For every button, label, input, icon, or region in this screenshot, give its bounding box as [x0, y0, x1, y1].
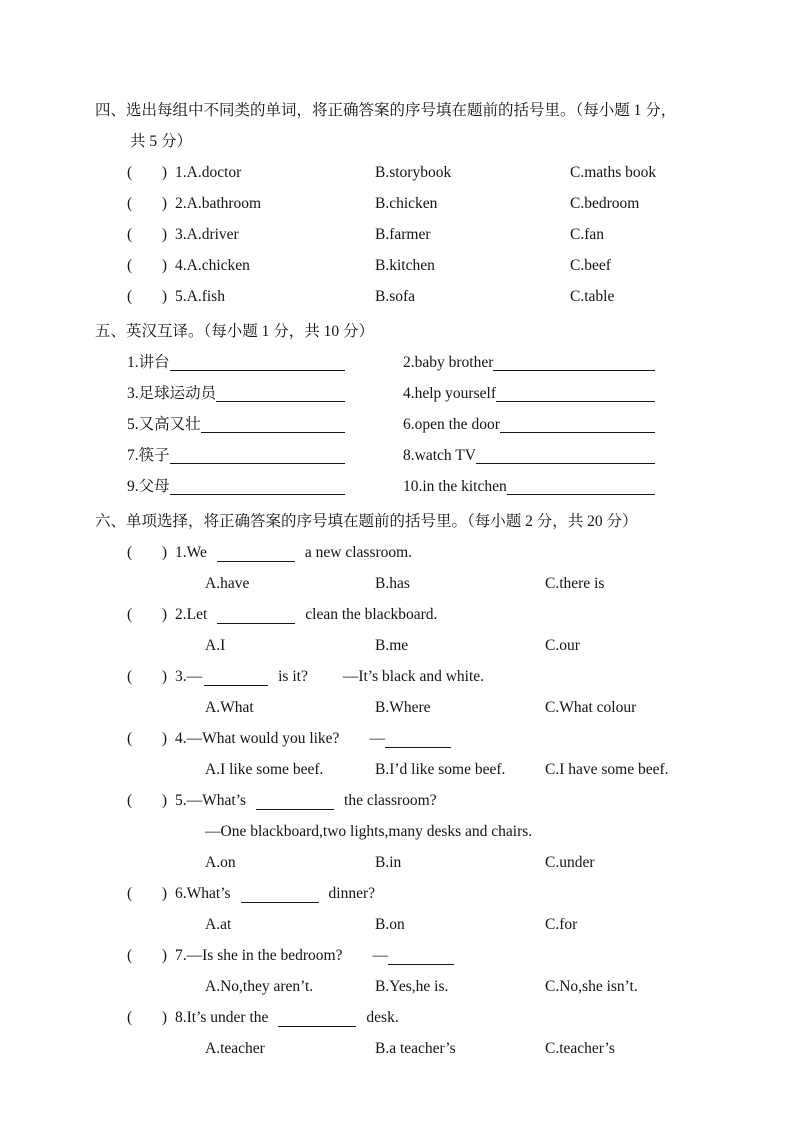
option-b: B.I’d like some beef. [375, 761, 506, 778]
stem-post: is it? [278, 668, 308, 685]
section4-question-row [95, 219, 733, 250]
options-row [95, 692, 733, 723]
stem-text [175, 1002, 733, 1033]
paren-open: ( [127, 1009, 133, 1026]
option-a: A.I like some beef. [205, 761, 324, 778]
option-a: 5.A.fish [175, 288, 225, 305]
option-b: B.chicken [375, 195, 438, 212]
section5-row [95, 440, 733, 471]
translation-item [127, 440, 345, 471]
section5-row [95, 409, 733, 440]
stem-post: desk. [366, 1009, 399, 1026]
answer-bracket[interactable] [127, 188, 167, 219]
answer-bracket[interactable] [127, 1002, 167, 1033]
section4-heading-line2 [95, 126, 733, 157]
stem-pre: 6.What’s [175, 885, 231, 902]
section5-heading [95, 316, 733, 347]
option-b: B.storybook [375, 164, 452, 181]
option-c: C.beef [570, 257, 611, 274]
section4-question-row [95, 188, 733, 219]
paren-open: ( [127, 226, 133, 243]
stem-pre: 5.—What’s [175, 792, 247, 809]
answer-bracket[interactable] [127, 157, 167, 188]
option-a: 1.A.doctor [175, 164, 242, 181]
answer-blank[interactable] [170, 347, 345, 371]
section5-row [95, 471, 733, 502]
section4-question-row [95, 250, 733, 281]
options-row [95, 1033, 733, 1064]
answer-blank[interactable] [170, 440, 345, 464]
section4-question-row [95, 281, 733, 312]
option-b: B.Where [375, 699, 431, 716]
paren-open: ( [127, 668, 133, 685]
answer-blank[interactable] [201, 409, 345, 433]
answer-blank[interactable] [217, 607, 295, 624]
question-stem [95, 878, 733, 909]
stem-text [175, 785, 733, 816]
option-a: 3.A.driver [175, 226, 239, 243]
option-c: C.I have some beef. [545, 761, 669, 778]
answer-bracket[interactable] [127, 661, 167, 692]
translation-label: 9.父母 [127, 478, 170, 495]
translation-label: 6.open the door [403, 416, 500, 433]
section6-heading [95, 506, 733, 537]
answer-bracket[interactable] [127, 723, 167, 754]
translation-label: 4.help yourself [403, 385, 496, 402]
translation-label: 2.baby brother [403, 354, 494, 371]
question-stem [95, 537, 733, 568]
options-row [95, 971, 733, 1002]
option-a: A.on [205, 854, 236, 871]
paren-close: ) [161, 885, 167, 902]
translation-item [403, 440, 655, 471]
answer-blank[interactable] [216, 378, 345, 402]
question-stem [95, 785, 733, 816]
answer-bracket[interactable] [127, 599, 167, 630]
translation-item [127, 347, 345, 378]
paren-close: ) [161, 606, 167, 623]
option-b: B.on [375, 916, 405, 933]
options-row [95, 568, 733, 599]
answer-blank[interactable] [278, 1010, 356, 1027]
paren-close: ) [161, 947, 167, 964]
paren-close: ) [161, 288, 167, 305]
stem-post: dinner? [328, 885, 376, 902]
translation-item [403, 471, 655, 502]
answer-blank[interactable] [493, 347, 655, 371]
option-c: C.What colour [545, 699, 637, 716]
answer-blank[interactable] [496, 378, 655, 402]
section4-heading-text2: 共 5 分） [130, 133, 193, 150]
section5-row [95, 347, 733, 378]
stem-post: clean the blackboard. [305, 606, 438, 623]
answer-blank[interactable] [241, 886, 319, 903]
option-c: C.for [545, 916, 578, 933]
translation-label: 10.in the kitchen [403, 478, 507, 495]
stem-post: a new classroom. [304, 544, 413, 561]
option-c: C.there is [545, 575, 605, 592]
stem-pre: 7.—Is she in the bedroom? [175, 947, 343, 964]
stem-pre: 4.—What would you like? [175, 730, 340, 747]
option-b: B.farmer [375, 226, 431, 243]
paren-close: ) [161, 164, 167, 181]
translation-item [127, 378, 345, 409]
answer-blank[interactable] [388, 948, 454, 965]
translation-item [127, 409, 345, 440]
answer-blank[interactable] [500, 409, 655, 433]
paren-close: ) [161, 544, 167, 561]
answer-blank[interactable] [385, 731, 451, 748]
section5-row [95, 378, 733, 409]
translation-item [403, 347, 655, 378]
question-stem [95, 661, 733, 692]
option-c: C.teacher’s [545, 1040, 615, 1057]
paren-open: ( [127, 164, 133, 181]
option-c: C.under [545, 854, 595, 871]
answer-bracket[interactable] [127, 785, 167, 816]
option-a: 2.A.bathroom [175, 195, 262, 212]
options-row [95, 847, 733, 878]
translation-label: 1.讲台 [127, 354, 170, 371]
paren-close: ) [161, 668, 167, 685]
stem-text [175, 661, 733, 692]
reply-dash: — [372, 947, 388, 964]
answer-bracket[interactable] [127, 250, 167, 281]
dialogue-reply-line [95, 816, 733, 847]
option-b: B.in [375, 854, 402, 871]
paren-close: ) [161, 226, 167, 243]
option-b: B.has [375, 575, 410, 592]
translation-item [403, 378, 655, 409]
paren-open: ( [127, 288, 133, 305]
options-row [95, 909, 733, 940]
stem-text [175, 723, 733, 754]
stem-text [175, 878, 733, 909]
answer-bracket[interactable] [127, 281, 167, 312]
paren-open: ( [127, 257, 133, 274]
answer-bracket[interactable] [127, 219, 167, 250]
option-b: B.me [375, 637, 409, 654]
paren-close: ) [161, 792, 167, 809]
stem-pre: 1.We [175, 544, 207, 561]
question-stem [95, 1002, 733, 1033]
answer-blank[interactable] [204, 669, 268, 686]
stem-pre: 2.Let [175, 606, 208, 623]
paren-open: ( [127, 885, 133, 902]
option-a: A.No,they aren’t. [205, 978, 314, 995]
stem-text [175, 599, 733, 630]
section5-heading-text: 五、英汉互译。（每小题 1 分，共 10 分） [95, 323, 375, 340]
paren-open: ( [127, 195, 133, 212]
translation-label: 3.足球运动员 [127, 385, 217, 402]
option-a: A.I [205, 637, 226, 654]
paren-open: ( [127, 606, 133, 623]
option-a: A.at [205, 916, 232, 933]
dialogue-reply: —It’s black and white. [342, 668, 485, 685]
stem-pre: 8.It’s under the [175, 1009, 269, 1026]
translation-label: 7.筷子 [127, 447, 170, 464]
paren-open: ( [127, 730, 133, 747]
stem-text [175, 537, 733, 568]
answer-bracket[interactable] [127, 878, 167, 909]
paren-close: ) [161, 730, 167, 747]
section4-question-row [95, 157, 733, 188]
section4-heading-line1 [95, 95, 733, 126]
option-a: A.teacher [205, 1040, 265, 1057]
answer-blank[interactable] [256, 793, 334, 810]
option-c: C.maths book [570, 164, 657, 181]
option-c: C.bedroom [570, 195, 640, 212]
option-c: C.our [545, 637, 580, 654]
question-stem [95, 940, 733, 971]
option-b: B.a teacher’s [375, 1040, 456, 1057]
question-stem [95, 599, 733, 630]
option-c: C.table [570, 288, 615, 305]
translation-item [403, 409, 655, 440]
option-c: C.fan [570, 226, 605, 243]
answer-bracket[interactable] [127, 537, 167, 568]
options-row [95, 630, 733, 661]
paren-close: ) [161, 1009, 167, 1026]
translation-label: 5.又高又壮 [127, 416, 201, 433]
section4-heading-text: 四、选出每组中不同类的单词，将正确答案的序号填在题前的括号里。（每小题 1 分， [95, 102, 677, 119]
stem-pre: 3.— [175, 668, 203, 685]
option-a: A.have [205, 575, 250, 592]
options-row [95, 754, 733, 785]
option-b: B.sofa [375, 288, 416, 305]
option-a: A.What [205, 699, 254, 716]
paren-open: ( [127, 544, 133, 561]
paren-open: ( [127, 792, 133, 809]
option-b: B.Yes,he is. [375, 978, 449, 995]
option-b: B.kitchen [375, 257, 435, 274]
stem-text [175, 940, 733, 971]
translation-label: 8.watch TV [403, 447, 476, 464]
question-stem [95, 723, 733, 754]
answer-blank[interactable] [217, 545, 295, 562]
section6-heading-text: 六、单项选择，将正确答案的序号填在题前的括号里。（每小题 2 分，共 20 分） [95, 513, 638, 530]
stem-post: the classroom? [344, 792, 437, 809]
answer-blank[interactable] [507, 471, 655, 495]
translation-item [127, 471, 345, 502]
paren-close: ) [161, 257, 167, 274]
reply-dash: — [369, 730, 385, 747]
answer-blank[interactable] [170, 471, 345, 495]
paren-close: ) [161, 195, 167, 212]
answer-blank[interactable] [476, 440, 655, 464]
answer-bracket[interactable] [127, 940, 167, 971]
option-a: 4.A.chicken [175, 257, 250, 274]
paren-open: ( [127, 947, 133, 964]
option-c: C.No,she isn’t. [545, 978, 638, 995]
dialogue-reply: —One blackboard,two lights,many desks and chairs. [205, 823, 533, 840]
